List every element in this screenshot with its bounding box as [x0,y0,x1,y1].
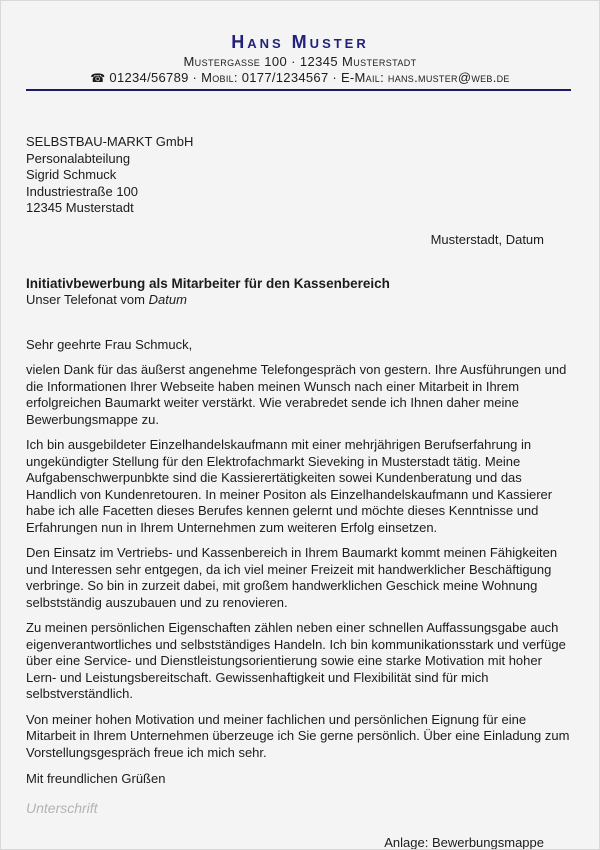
sender-address-line: Mustergasse 100 · 12345 Musterstadt [183,54,417,69]
letterhead [1,1,599,91]
closing-formula: Mit freundlichen Grüßen [26,771,166,786]
subject-reference [26,292,571,309]
sender-contact-line [1,70,599,86]
recipient-department: Personalabteilung [26,150,131,166]
recipient-city: 12345 Musterstadt [26,200,134,215]
date-line: Musterstadt, Datum [430,231,544,247]
paragraph-qualities: Zu meinen persönlichen Eigenschaften zählen neben einer schnellen Auffassungsgabe auch eigenverantwortliches und selbstständiges Handeln. Ich bin kommunikationsstark und verfüge über eine Service- und Dienstleistungsorientierung sowie eine starke Motivation mit hoher Lern- und Leistungsbereitschaft. Gewissenhaftigkeit und Flexibilität sind für mich selbstverständlich. [26,620,566,701]
subject-block [26,275,571,309]
subject-reference-date: Datum [148,292,187,307]
recipient-address-block [26,134,569,217]
paragraph-thanks: vielen Dank für das äußerst angenehme Telefongespräch von gestern. Ihre Ausführungen und die Informationen Ihrer Webseite haben meinen Wunsch nach einer Mitarbeit in Ihrem erfolgreichen Baumarkt weiter verstärkt. Wie verabredet sende ich Ihnen daher meine Bewerbungsmappe zu. [26,362,567,427]
paragraph-fit: Den Einsatz im Vertriebs- und Kassenbereich in Ihrem Baumarkt kommt meinen Fähigkeiten und Interessen sehr entgegen, da ich viel meiner Freizeit mit handwerklicher Beschäftigung verbringe. So bin in zurzeit dabei, mit großem handwerklichen Geschick meine Wohnung selbstständig auszubauen und zu renovieren. [26,545,558,610]
phone-icon: ☎ [90,71,106,85]
sender-name: Hans Muster [231,32,369,52]
recipient-street: Industriestraße 100 [26,183,139,199]
subject-title: Initiativbewerbung als Mitarbeiter für den Kassenbereich [26,276,390,291]
subject-reference-prefix: Unser Telefonat vom [26,292,149,307]
signature-placeholder: Unterschrift [26,799,98,816]
recipient-contact-person: Sigrid Schmuck [26,167,117,182]
recipient-company: SELBSTBAU-MARKT GmbH [26,134,194,149]
salutation: Sehr geehrte Frau Schmuck, [26,336,193,352]
enclosure-note: Anlage: Bewerbungsmappe [384,834,544,850]
paragraph-invitation: Von meiner hohen Motivation und meiner fachlichen und persönlichen Eignung für eine Mitarbeit in Ihrem Unternehmen überzeuge ich Sie gerne persönlich. Über eine Einladung zum Vorstellungsgespräch freue ich mich sehr. [26,711,570,760]
sender-contact-text: 01234/56789 · Mobil: 0177/1234567 · E-Mail: hans.muster@web.de [109,70,510,85]
paragraph-experience: Ich bin ausgebildeter Einzelhandelskaufmann mit einer mehrjährigen Berufserfahrung in ungekündigter Stellung für den Elektrofachmarkt Sieveking in Musterstadt tätig. Meine Aufgabenschwerpunbkte sind die Kassierertätigkeiten sowei Kundenberatung und das Handlich von Kundenretouren. In meiner Positon als Einzelhandelskaufmann und Kassierer habe ich alle Facetten dieses Berufes kennen gelernt und möchte dieses Kenntnisse und Erfahrungen nun in Ihrem Unternehmen zum weiteren Erfolg einsetzen. [26,437,553,535]
letterhead-divider [26,89,571,91]
